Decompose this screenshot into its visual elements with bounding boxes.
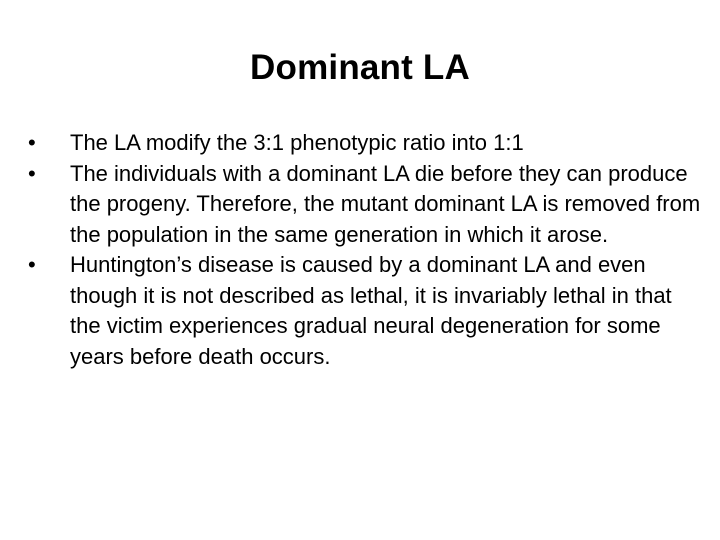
bullet-item [27,250,707,372]
bullet-icon: • [28,130,36,155]
bullet-text: Huntington’s disease is caused by a dominant LA and even though it is not described as lethal, it is invariably lethal in that the victim experiences gradual neural degeneration for some years before death occurs. [70,252,672,369]
bullet-icon: • [28,160,36,186]
bullet-text: The individuals with a dominant LA die before they can produce the progeny. Therefore, the mutant dominant LA is removed from the population in the same generation in which it arose. [70,160,701,247]
bullet-item [27,159,707,251]
bullet-item [27,128,707,159]
bullet-list [27,128,707,372]
slide-title: Dominant LA [250,48,470,87]
bullet-icon: • [28,252,36,277]
bullet-text: The LA modify the 3:1 phenotypic ratio into 1:1 [70,130,524,155]
